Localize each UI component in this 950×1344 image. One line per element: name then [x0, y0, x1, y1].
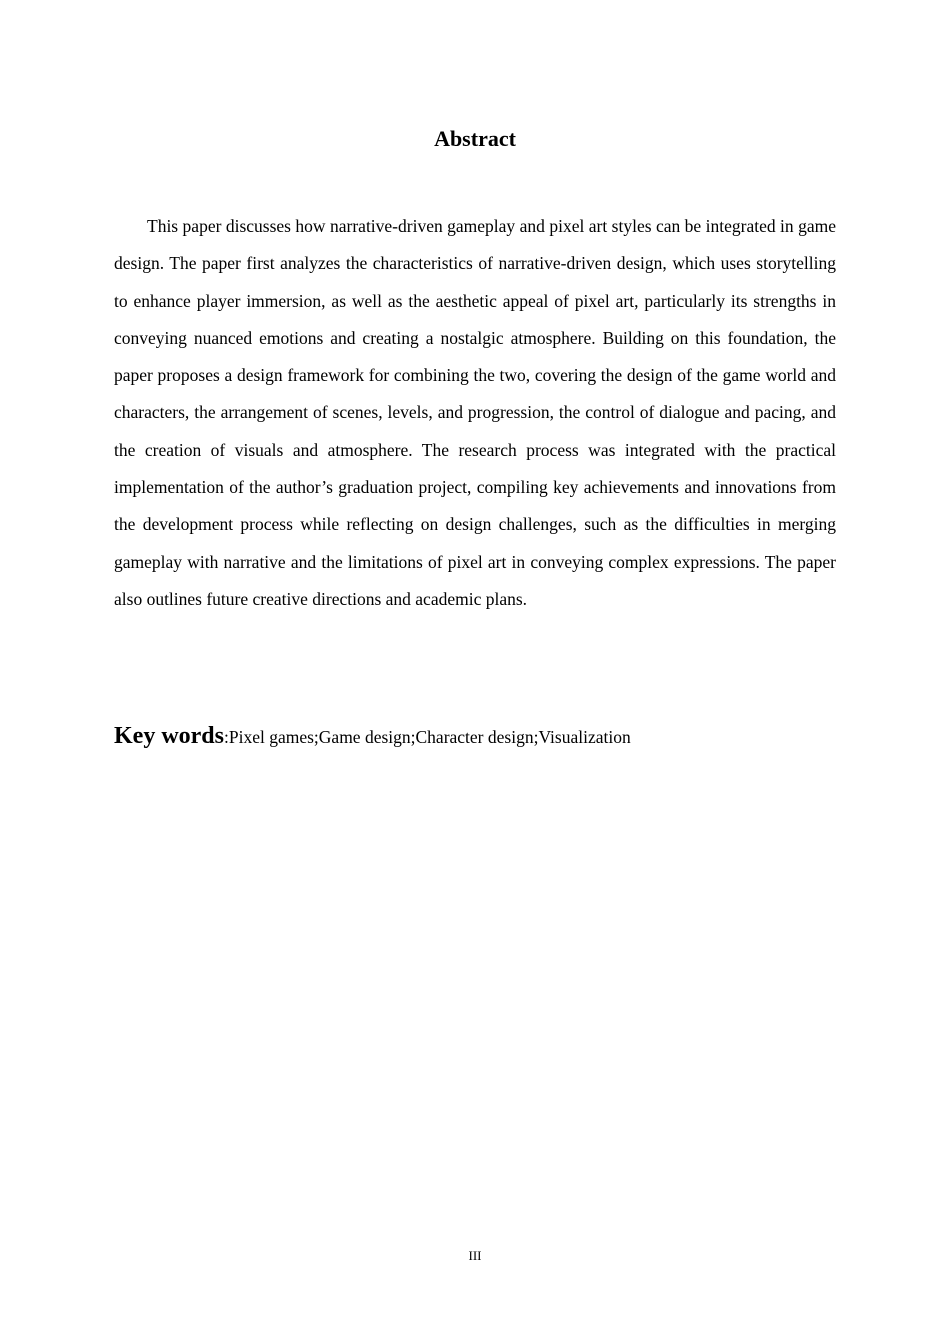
keywords-list: Pixel games;Game design;Character design;Visualization	[228, 727, 631, 747]
abstract-body: This paper discusses how narrative-driven gameplay and pixel art styles can be integrated in game design. The paper first analyzes the characteristics of narrative-driven design, which uses storytelling to enhance player immersion, as well as the aesthetic appeal of pixel art, particularly its strengths in conveying nuanced emotions and creating a nostalgic atmosphere. Building on this foundation, the paper proposes a design framework for combining the two, covering the design of the game world and characters, the arrangement of scenes, levels, and progression, the control of dialogue and pacing, and the creation of visuals and atmosphere. The research process was integrated with the practical implementation of the author’s graduation project, compiling key achievements and innovations from the development process while reflecting on design challenges, such as the difficulties in merging gameplay with narrative and the limitations of pixel art in conveying complex expressions. The paper also outlines future creative directions and academic plans.	[114, 216, 836, 609]
page-title: Abstract	[434, 126, 516, 151]
page-number: III	[468, 1248, 482, 1263]
keywords-label: Key words	[114, 723, 224, 749]
keywords-line	[114, 718, 836, 757]
keywords-separator: :	[224, 727, 229, 747]
